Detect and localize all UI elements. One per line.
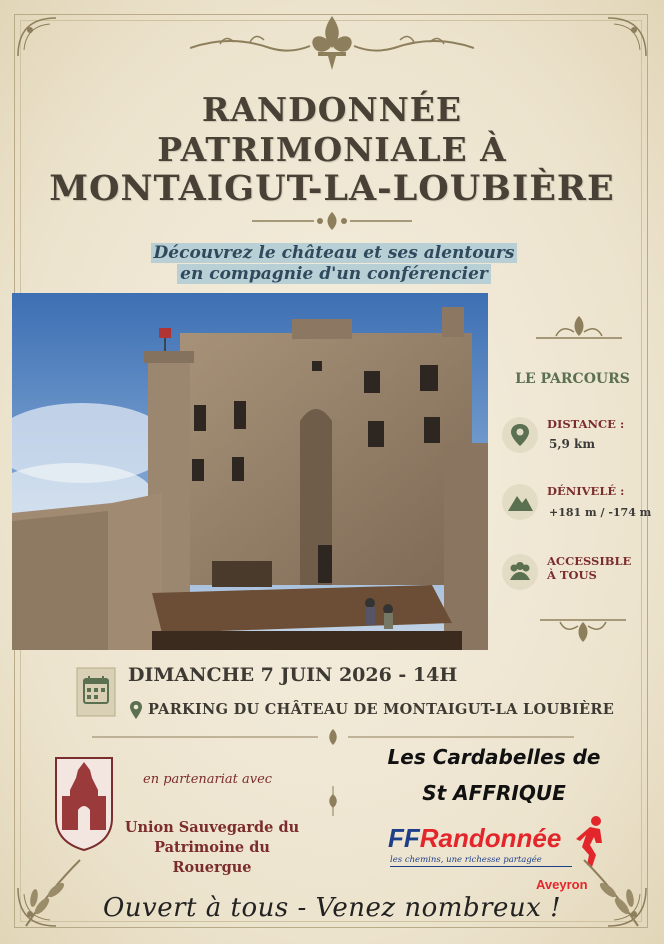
- title-line-3: MONTAIGUT-LA-LOUBIÈRE: [49, 168, 615, 209]
- corner-ornament-icon: [604, 14, 650, 60]
- union-line-2: Patrimoine du: [154, 839, 270, 856]
- union-crest-logo: [54, 756, 114, 852]
- club-line-2: St AFFRIQUE: [422, 781, 566, 805]
- fleur-de-lis-icon: [190, 14, 474, 74]
- castle-photo: [12, 293, 488, 650]
- location-pin-icon: [129, 700, 143, 720]
- club-name: [356, 739, 632, 811]
- event-location: PARKING DU CHÂTEAU DE MONTAIGUT-LA LOUBIÈRE: [148, 701, 615, 718]
- title-line-2: PATRIMONIALE À: [157, 130, 507, 169]
- union-line-3: Rouergue: [172, 859, 252, 876]
- partnership-label: en partenariat avec: [143, 772, 273, 787]
- access-label: [547, 554, 631, 582]
- parcours-heading: LE PARCOURS: [515, 371, 630, 387]
- access-line-2: À TOUS: [547, 568, 597, 582]
- title-line-1: RANDONNÉE: [201, 90, 463, 129]
- map-pin-icon: [502, 417, 538, 453]
- divider-ornament-icon: [252, 210, 412, 232]
- ffr-tagline: les chemins, une richesse partagée: [390, 855, 572, 867]
- mountain-icon: [502, 484, 538, 520]
- small-ornament-icon: [322, 786, 344, 816]
- distance-label: DISTANCE :: [547, 417, 625, 431]
- subtitle: [148, 243, 520, 285]
- access-line-1: ACCESSIBLE: [547, 554, 632, 568]
- footer-slogan: Ouvert à tous - Venez nombreux !: [102, 893, 562, 923]
- side-ornament-icon: [536, 312, 622, 346]
- denivele-value: +181 m / -174 m: [549, 506, 652, 519]
- ffr-rando: Randonnée: [419, 823, 562, 853]
- side-ornament-icon: [540, 612, 626, 646]
- corner-ornament-icon: [14, 14, 60, 60]
- ffr-region: Aveyron: [536, 877, 588, 892]
- club-line-1: Les Cardabelles de: [387, 745, 601, 769]
- calendar-icon: [76, 667, 116, 717]
- distance-value: 5,9 km: [549, 437, 596, 451]
- group-icon: [502, 554, 538, 590]
- subtitle-line-2: en compagnie d'un conférencier: [177, 264, 491, 284]
- subtitle-line-1: Découvrez le château et ses alentours: [151, 243, 518, 263]
- union-line-1: Union Sauvegarde du: [124, 819, 300, 836]
- denivele-label: DÉNIVELÉ :: [547, 484, 625, 498]
- event-date: DIMANCHE 7 JUIN 2026 - 14H: [128, 664, 458, 686]
- ffr-ff: FF: [388, 823, 420, 853]
- union-name: [112, 818, 312, 878]
